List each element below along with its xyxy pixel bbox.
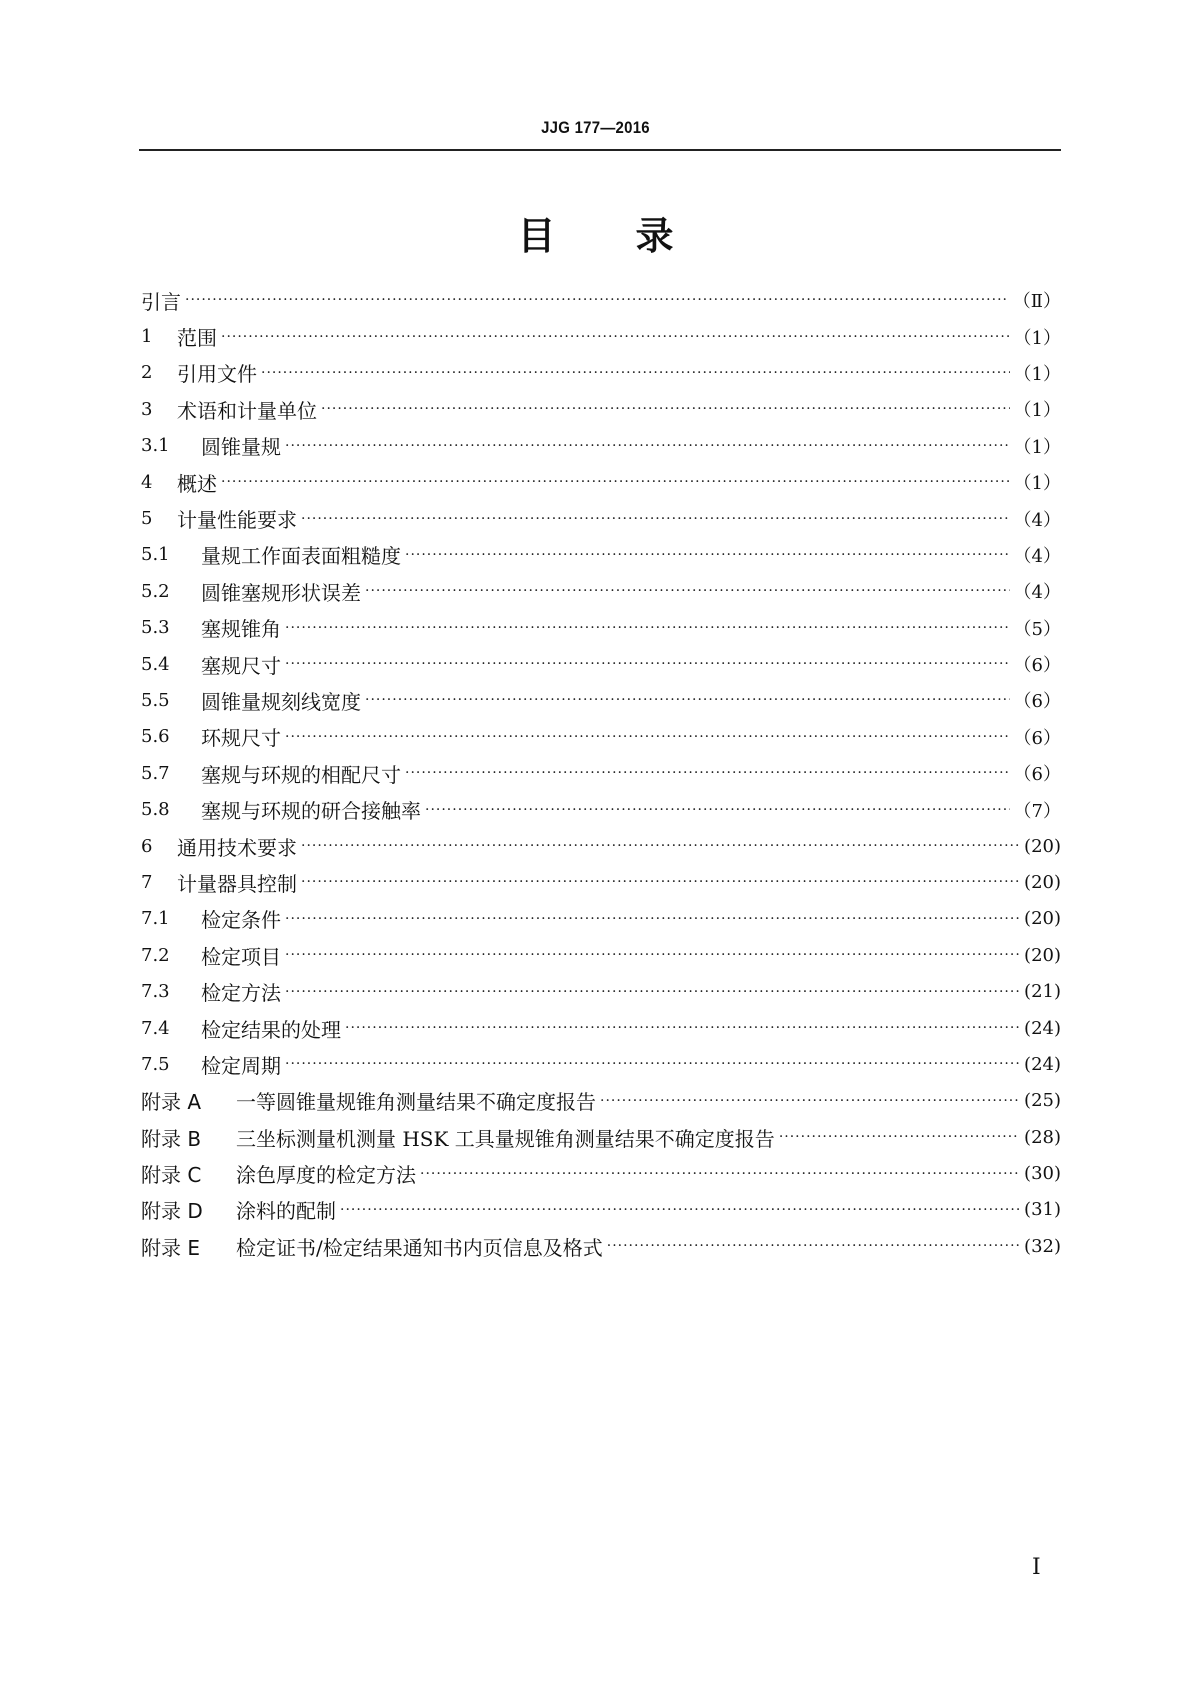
toc-entry-title: 检定周期 xyxy=(201,1053,281,1078)
dot-leader xyxy=(779,1129,1020,1145)
dot-leader xyxy=(285,729,1010,745)
toc-entry-page: (20) xyxy=(1024,908,1061,930)
toc-entry[interactable] xyxy=(141,1010,1061,1046)
dot-leader xyxy=(285,1056,1020,1072)
dot-leader xyxy=(185,292,1009,308)
dot-leader xyxy=(340,1202,1020,1218)
toc-entry-title: 检定条件 xyxy=(201,908,281,933)
page-number: I xyxy=(1032,1555,1041,1580)
toc-entry-page: （7） xyxy=(1013,800,1061,822)
toc-entry-page: （6） xyxy=(1013,764,1061,786)
dot-leader xyxy=(321,401,1010,417)
toc-entry-page: （4） xyxy=(1013,509,1061,531)
toc-entry[interactable] xyxy=(141,719,1061,755)
dot-leader xyxy=(345,1020,1020,1036)
dot-leader xyxy=(301,511,1010,527)
toc-entry[interactable] xyxy=(141,610,1061,646)
dot-leader xyxy=(261,365,1010,381)
dot-leader xyxy=(425,802,1010,818)
toc-entry-page: （4） xyxy=(1013,582,1061,604)
toc-entry-page: （6） xyxy=(1013,727,1061,749)
toc-entry-number: 5.6 xyxy=(141,726,170,748)
toc-entry[interactable] xyxy=(141,1228,1061,1264)
toc-entry[interactable] xyxy=(141,1046,1061,1082)
toc-entry-page: （6） xyxy=(1013,655,1061,677)
toc-entry[interactable] xyxy=(141,464,1061,500)
toc-entry-title: 塞规与环规的研合接触率 xyxy=(201,799,421,824)
toc-entry[interactable] xyxy=(141,973,1061,1009)
toc-entry-page: (28) xyxy=(1024,1126,1061,1148)
dot-leader xyxy=(221,474,1010,490)
toc-entry[interactable] xyxy=(141,537,1061,573)
toc-entry[interactable] xyxy=(141,318,1061,354)
dot-leader xyxy=(285,620,1010,636)
title-char: 录 xyxy=(635,214,674,258)
toc-entry-page: （5） xyxy=(1013,618,1061,640)
toc-entry-number: 附录 D xyxy=(141,1199,203,1224)
dot-leader xyxy=(221,329,1010,345)
toc-entry-title: 检定项目 xyxy=(201,944,281,969)
toc-entry-title: 检定证书/检定结果通知书内页信息及格式 xyxy=(236,1235,603,1260)
toc-entry-title: 范围 xyxy=(177,326,217,351)
toc-entry[interactable] xyxy=(141,828,1061,864)
toc-entry-number: 7.3 xyxy=(141,981,170,1003)
toc-entry-title: 圆锥量规刻线宽度 xyxy=(201,689,361,714)
toc-entry-title: 塞规尺寸 xyxy=(201,653,281,678)
toc-entry[interactable] xyxy=(141,755,1061,791)
title-char: 目 xyxy=(517,214,556,258)
toc-entry-number: 附录 A xyxy=(141,1090,202,1115)
toc-entry-page: (21) xyxy=(1024,981,1061,1003)
toc-entry-page: (31) xyxy=(1024,1199,1061,1221)
toc-entry[interactable] xyxy=(141,428,1061,464)
toc-entry-title: 环规尺寸 xyxy=(201,726,281,751)
toc-entry[interactable] xyxy=(141,682,1061,718)
toc-entry-number: 5.7 xyxy=(141,762,170,784)
toc-entry[interactable] xyxy=(141,500,1061,536)
toc-entry-number: 附录 E xyxy=(141,1235,200,1260)
toc-entry-number: 5.2 xyxy=(141,580,170,602)
dot-leader xyxy=(285,911,1020,927)
toc-entry-title: 检定结果的处理 xyxy=(201,1017,341,1042)
toc-entry[interactable] xyxy=(141,1155,1061,1191)
toc-entry-number: 3.1 xyxy=(141,435,170,457)
toc-entry-title: 涂色厚度的检定方法 xyxy=(236,1163,416,1188)
toc-entry-page: （1） xyxy=(1013,473,1061,495)
toc-entry[interactable] xyxy=(141,646,1061,682)
toc-entry[interactable] xyxy=(141,1192,1061,1228)
toc-entry[interactable] xyxy=(141,282,1061,318)
toc-entry-title: 概述 xyxy=(177,471,217,496)
toc-entry-number: 7.5 xyxy=(141,1053,170,1075)
toc-entry-page: (30) xyxy=(1024,1163,1061,1185)
dot-leader xyxy=(285,947,1020,963)
toc-entry[interactable] xyxy=(141,1119,1061,1155)
toc-entry[interactable] xyxy=(141,791,1061,827)
header-rule xyxy=(139,149,1061,151)
dot-leader xyxy=(420,1166,1020,1182)
toc-entry-page: （Ⅱ） xyxy=(1012,291,1061,313)
toc-entry-title: 塞规锥角 xyxy=(201,617,281,642)
toc-entry-title: 三坐标测量机测量 HSK 工具量规锥角测量结果不确定度报告 xyxy=(236,1126,775,1151)
toc-entry-title: 量规工作面表面粗糙度 xyxy=(201,544,401,569)
toc-entry-number: 5.1 xyxy=(141,544,170,566)
toc-entry-page: (24) xyxy=(1024,1053,1061,1075)
toc-entry-page: (20) xyxy=(1024,944,1061,966)
dot-leader xyxy=(365,692,1010,708)
toc-entry-number: 7.1 xyxy=(141,908,170,930)
toc-entry-number: 7.4 xyxy=(141,1017,170,1039)
toc-entry-title: 圆锥塞规形状误差 xyxy=(201,580,361,605)
dot-leader xyxy=(301,874,1020,890)
toc-entry-number: 4 xyxy=(141,471,153,493)
toc-entry-title: 一等圆锥量规锥角测量结果不确定度报告 xyxy=(236,1090,596,1115)
toc-entry-title: 计量器具控制 xyxy=(177,871,297,896)
toc-entry[interactable] xyxy=(141,864,1061,900)
toc-entry-title: 塞规与环规的相配尺寸 xyxy=(201,762,401,787)
toc-entry-title: 引言 xyxy=(141,289,181,314)
toc-entry-number: 附录 B xyxy=(141,1126,202,1151)
toc-entry-page: （1） xyxy=(1013,436,1061,458)
toc-entry-title: 计量性能要求 xyxy=(177,508,297,533)
toc-entry-page: （1） xyxy=(1013,327,1061,349)
dot-leader xyxy=(285,984,1020,1000)
toc-entry-title: 涂料的配制 xyxy=(236,1199,336,1224)
table-of-contents xyxy=(141,282,1061,1265)
toc-entry-title: 通用技术要求 xyxy=(177,835,297,860)
page-title xyxy=(0,205,1191,260)
dot-leader xyxy=(285,656,1010,672)
toc-entry-number: 5.8 xyxy=(141,799,170,821)
toc-entry[interactable] xyxy=(141,937,1061,973)
toc-entry-number: 2 xyxy=(141,362,153,384)
dot-leader xyxy=(405,765,1010,781)
toc-entry-title: 检定方法 xyxy=(201,981,281,1006)
toc-entry[interactable] xyxy=(141,1083,1061,1119)
toc-entry-page: （6） xyxy=(1013,691,1061,713)
toc-entry-number: 7 xyxy=(141,871,153,893)
dot-leader xyxy=(405,547,1010,563)
toc-entry[interactable] xyxy=(141,355,1061,391)
dot-leader xyxy=(600,1093,1020,1109)
toc-entry[interactable] xyxy=(141,573,1061,609)
toc-entry-number: 5 xyxy=(141,508,153,530)
toc-entry[interactable] xyxy=(141,391,1061,427)
toc-entry-page: (32) xyxy=(1024,1235,1061,1257)
toc-entry-page: (24) xyxy=(1024,1017,1061,1039)
toc-entry-number: 3 xyxy=(141,398,153,420)
toc-entry-page: (20) xyxy=(1024,835,1061,857)
toc-entry[interactable] xyxy=(141,901,1061,937)
toc-entry-number: 附录 C xyxy=(141,1163,202,1188)
toc-entry-page: (20) xyxy=(1024,871,1061,893)
toc-entry-page: （1） xyxy=(1013,400,1061,422)
toc-entry-number: 1 xyxy=(141,326,153,348)
dot-leader xyxy=(365,583,1010,599)
toc-entry-page: （4） xyxy=(1013,545,1061,567)
document-code-header: JJG 177—2016 xyxy=(541,118,650,137)
toc-entry-number: 5.3 xyxy=(141,617,170,639)
toc-entry-number: 7.2 xyxy=(141,944,170,966)
toc-entry-title: 圆锥量规 xyxy=(201,435,281,460)
toc-entry-number: 5.4 xyxy=(141,653,170,675)
toc-entry-number: 6 xyxy=(141,835,153,857)
toc-entry-page: （1） xyxy=(1013,363,1061,385)
toc-entry-page: (25) xyxy=(1024,1090,1061,1112)
dot-leader xyxy=(301,838,1020,854)
dot-leader xyxy=(607,1238,1020,1254)
toc-entry-number: 5.5 xyxy=(141,689,170,711)
dot-leader xyxy=(285,438,1010,454)
toc-entry-title: 引用文件 xyxy=(177,362,257,387)
toc-entry-title: 术语和计量单位 xyxy=(177,398,317,423)
